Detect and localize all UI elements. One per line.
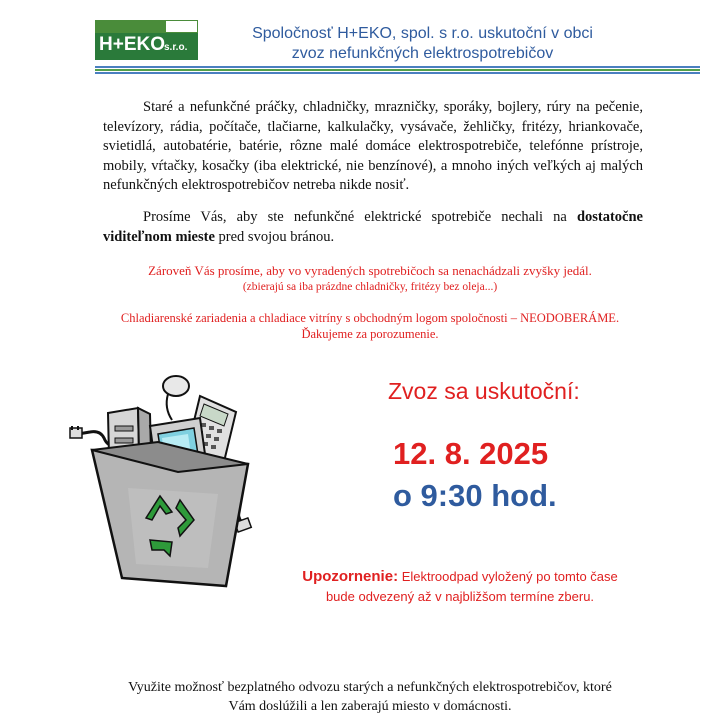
footer-line2: Vám doslúžili a len zaberajú miesto v domácnosti.: [228, 699, 512, 714]
placement-text-start: Prosíme Vás, aby ste nefunkčné elektrické spotrebiče nechali na: [143, 209, 577, 225]
logo-suffix: s.r.o.: [164, 42, 188, 53]
header-rule-green: [95, 69, 700, 71]
refrigeration-note: Chladiarenské zariadenia a chladiace vitríny s obchodným logom spoločnosti – NEODOBERÁME.: [120, 311, 620, 325]
thanks-note: Ďakujeme za porozumenie.: [301, 327, 439, 341]
pickup-label: Zvoz sa uskutoční:: [388, 378, 580, 404]
placement-paragraph: [103, 208, 643, 247]
warning-colon: :: [393, 568, 399, 585]
intro-paragraph: [103, 98, 643, 196]
food-note: Zároveň Vás prosíme, aby vo vyradených spotrebičoch sa nenachádzali zvyšky jedál.: [148, 263, 592, 278]
placement-text-bold: dostatočne viditeľnom mieste: [103, 209, 643, 245]
header-title: [205, 24, 640, 64]
header-title-line2: zvoz nefunkčných elektrospotrebičov: [291, 45, 554, 62]
logo-plate: [95, 33, 198, 60]
warning-notice: [270, 567, 650, 607]
warning-line1: [270, 567, 650, 587]
intro-paragraph-text: Staré a nefunkčné práčky, chladničky, mrazničky, sporáky, bojlery, rúry na pečenie, televízory, rádia, počítače, tlačiarne, kalkulačky, vysávače, žehličky, fritézy, hriankovače, svietidlá, autobatérie, batérie, rôzne malé domáce elektrospotrebiče, telefónne prístroje, mobily, vŕtačky, kosačky (iba elektrické, nie benzínové), a mnoho iných veľkých aj malých nefunkčných elektrospotrebičov netreba nikde nosiť.: [103, 99, 643, 193]
footer-line1: Využite možnosť bezplatného odvozu starých a nefunkčných elektrospotrebičov, ktoré: [128, 680, 612, 695]
header-rule-blue-top: [95, 66, 700, 68]
footer-text: [80, 678, 660, 716]
pickup-date: 12. 8. 2025: [393, 436, 549, 471]
pickup-time: o 9:30 hod.: [393, 478, 557, 513]
food-note-detail: (zbierajú sa iba prázdne chladničky, fritézy bez oleja...): [242, 281, 498, 293]
heko-logo: [95, 20, 198, 60]
warning-head: Upozornenie: [302, 568, 394, 585]
warning-text-2: bude odvezený až v najbližšom termíne zberu.: [325, 589, 595, 604]
header-title-line1: Spoločnosť H+EKO, spol. s r.o. uskutoční v obci: [252, 25, 593, 42]
warning-text-1: Elektroodpad vyložený po tomto čase: [398, 569, 618, 584]
recycling-bin-with-electronics-icon: [68, 368, 268, 593]
header-rule-blue-bottom: [95, 72, 700, 74]
logo-text: H+EKO: [99, 34, 165, 55]
logo-top-bar: [95, 20, 198, 33]
placement-text-end: pred svojou bránou.: [214, 228, 335, 245]
